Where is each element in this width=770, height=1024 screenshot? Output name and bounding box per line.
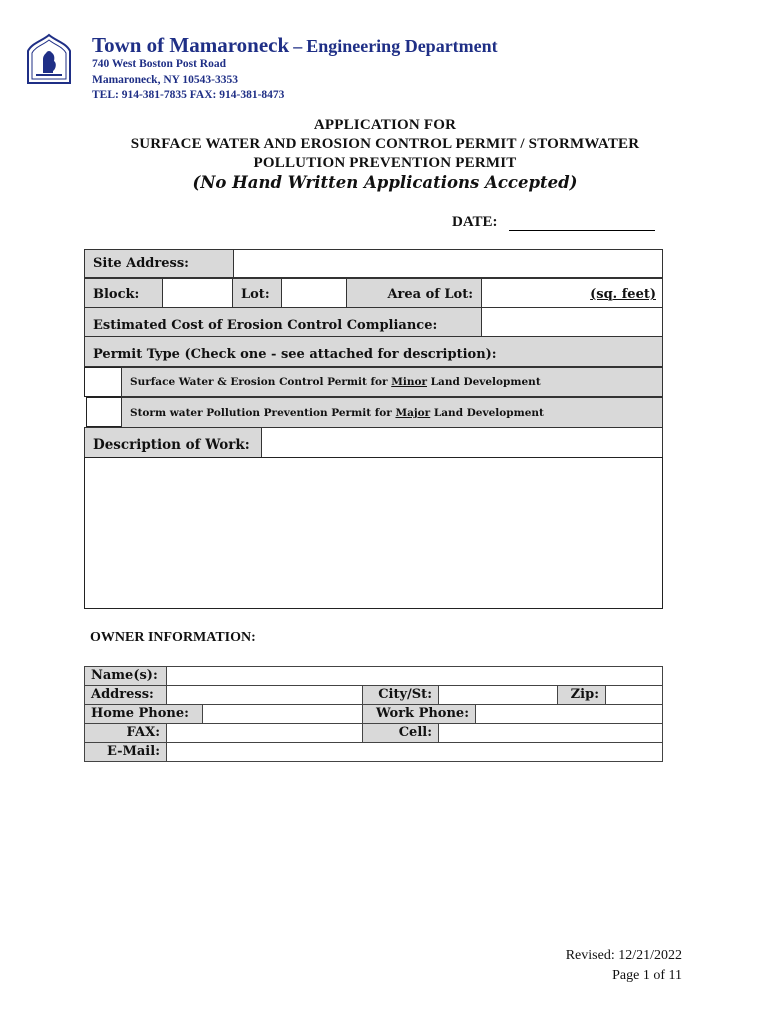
org-name: Town of Mamaroneck bbox=[92, 33, 290, 57]
owner-names-label: Name(s): bbox=[84, 666, 167, 686]
site-address-field[interactable] bbox=[233, 249, 663, 278]
est-cost-label: Estimated Cost of Erosion Control Compliance: bbox=[84, 307, 482, 337]
home-phone-label: Home Phone: bbox=[84, 704, 203, 724]
minor-permit-checkbox[interactable] bbox=[84, 367, 122, 397]
owner-names-field[interactable] bbox=[166, 666, 663, 686]
sq-feet-unit: (sq. feet) bbox=[590, 287, 656, 302]
org-department: Engineering Department bbox=[306, 36, 498, 56]
org-title bbox=[92, 33, 498, 58]
owner-zip-label: Zip: bbox=[557, 685, 606, 705]
major-permit-suffix: Land Development bbox=[430, 407, 544, 419]
lot-field[interactable] bbox=[281, 278, 347, 308]
minor-permit-suffix: Land Development bbox=[427, 376, 541, 388]
description-textarea[interactable] bbox=[84, 457, 663, 609]
est-cost-field[interactable] bbox=[481, 307, 663, 337]
work-phone-label: Work Phone: bbox=[362, 704, 476, 724]
phone-fax-line: TEL: 914-381-7835 FAX: 914-381-8473 bbox=[92, 89, 285, 101]
work-phone-field[interactable] bbox=[475, 704, 663, 724]
description-label: Description of Work: bbox=[84, 427, 262, 458]
block-label: Block: bbox=[84, 278, 163, 308]
date-label: DATE: bbox=[452, 214, 498, 230]
major-permit-checkbox[interactable] bbox=[86, 397, 122, 427]
major-permit-text: Storm water Pollution Prevention Permit for bbox=[130, 407, 396, 419]
owner-address-field[interactable] bbox=[166, 685, 363, 705]
owner-city-label: City/St: bbox=[362, 685, 439, 705]
email-field[interactable] bbox=[166, 742, 663, 762]
address-line-1: 740 West Boston Post Road bbox=[92, 58, 226, 70]
address-line-2: Mamaroneck, NY 10543-3353 bbox=[92, 74, 238, 86]
email-label: E-Mail: bbox=[84, 742, 167, 762]
block-field[interactable] bbox=[162, 278, 233, 308]
permit-type-label: Permit Type (Check one - see attached for description): bbox=[84, 336, 663, 367]
lot-label: Lot: bbox=[232, 278, 282, 308]
minor-permit-option bbox=[121, 367, 663, 397]
page-number: Page 1 of 11 bbox=[612, 968, 682, 983]
area-of-lot-field[interactable] bbox=[481, 278, 663, 308]
cell-label: Cell: bbox=[362, 723, 439, 743]
minor-permit-emphasis: Minor bbox=[391, 376, 428, 388]
date-field[interactable] bbox=[509, 230, 655, 231]
fax-label: FAX: bbox=[84, 723, 167, 743]
owner-zip-field[interactable] bbox=[605, 685, 663, 705]
major-permit-emphasis: Major bbox=[395, 407, 431, 419]
org-separator: – bbox=[293, 36, 303, 56]
minor-permit-text: Surface Water & Erosion Control Permit for bbox=[130, 376, 392, 388]
fax-field[interactable] bbox=[166, 723, 363, 743]
site-address-label: Site Address: bbox=[84, 249, 234, 278]
title-line-3: POLLUTION PREVENTION PERMIT bbox=[253, 155, 517, 171]
no-handwritten-note: (No Hand Written Applications Accepted) bbox=[192, 173, 578, 192]
title-line-1: APPLICATION FOR bbox=[313, 117, 457, 133]
owner-info-heading: OWNER INFORMATION: bbox=[90, 630, 256, 645]
owner-city-field[interactable] bbox=[438, 685, 558, 705]
town-seal-logo bbox=[26, 33, 72, 85]
home-phone-field[interactable] bbox=[202, 704, 363, 724]
description-inline-field[interactable] bbox=[261, 427, 663, 458]
revised-date: Revised: 12/21/2022 bbox=[565, 948, 682, 963]
title-line-2: SURFACE WATER AND EROSION CONTROL PERMIT / STORMWATER bbox=[130, 136, 640, 152]
cell-field[interactable] bbox=[438, 723, 663, 743]
owner-address-label: Address: bbox=[84, 685, 167, 705]
area-of-lot-label: Area of Lot: bbox=[346, 278, 482, 308]
major-permit-option bbox=[121, 397, 663, 428]
